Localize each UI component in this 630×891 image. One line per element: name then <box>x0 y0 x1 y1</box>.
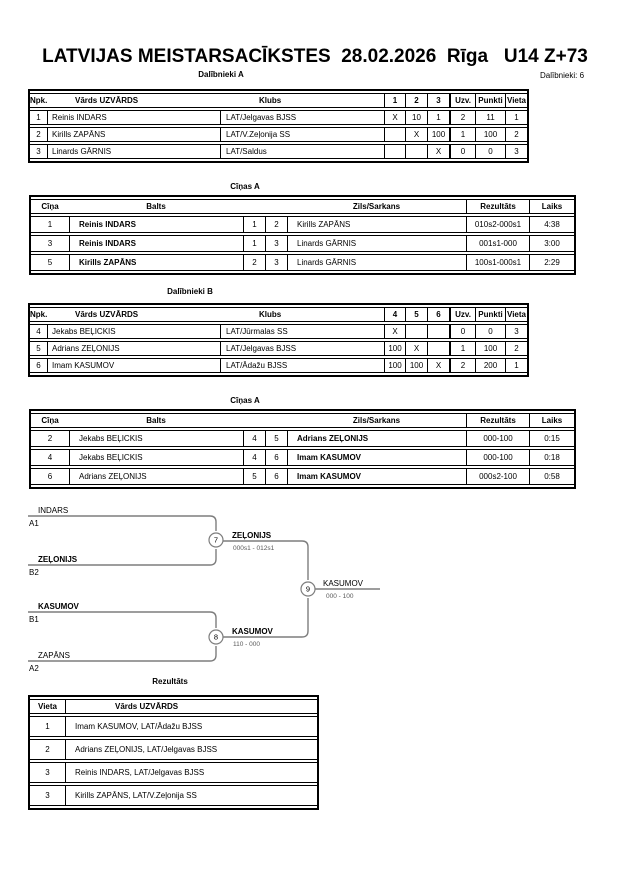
participants-a-table <box>28 89 529 163</box>
table-row <box>31 449 574 466</box>
club-cell: LAT/V.Zeļonija SS <box>220 127 384 142</box>
match-9-number: 9 <box>305 584 311 594</box>
result-cell: 001s1-000 <box>466 235 529 252</box>
col-header-white: Balts <box>69 199 243 214</box>
score-cell: X <box>384 324 405 339</box>
white-name-cell: Adrians ZEĻONIJS <box>69 468 243 485</box>
name-cell: Linards GĀRNIS <box>47 144 220 159</box>
points-cell: 100 <box>475 127 505 142</box>
table-row <box>31 254 574 271</box>
col-header-1: 1 <box>384 93 405 108</box>
table-header-row <box>30 699 317 714</box>
table-row <box>30 785 317 806</box>
bracket-seed-a2: A2 <box>29 664 39 673</box>
score-cell: 100 <box>384 341 405 356</box>
col-header-name: Vārds UZVĀRDS <box>47 93 220 108</box>
white-name-cell: Reinis INDARS <box>69 216 243 233</box>
place-cell: 2 <box>30 739 65 760</box>
col-header-npk: Npk. <box>30 307 47 322</box>
table-row <box>31 430 574 447</box>
bracket-name-a2: ZAPĀNS <box>38 651 71 660</box>
score-cell: X <box>405 341 427 356</box>
place-cell: 3 <box>505 324 527 339</box>
result-cell: 000s2-100 <box>466 468 529 485</box>
bracket-winner-9: KASUMOV <box>323 579 364 588</box>
score-cell: 100 <box>384 358 405 373</box>
col-header-result: Rezultāts <box>466 413 529 428</box>
white-no-cell: 4 <box>243 430 265 447</box>
white-name-cell: Reinis INDARS <box>69 235 243 252</box>
blue-name-cell: Adrians ZEĻONIJS <box>287 430 466 447</box>
place-cell: 1 <box>30 716 65 737</box>
name-cell: Reinis INDARS, LAT/Jelgavas BJSS <box>65 762 317 783</box>
name-cell: Kirills ZAPĀNS, LAT/V.Zeļonija SS <box>65 785 317 806</box>
col-header-result: Rezultāts <box>466 199 529 214</box>
col-header-blue: Zils/Sarkans <box>287 199 466 214</box>
participants-count-label: Dalībnieki: 6 <box>540 71 585 80</box>
bracket-line-semi2-top <box>28 612 216 628</box>
fights-b-table <box>29 409 576 489</box>
points-cell: 0 <box>475 144 505 159</box>
wins-cell: 2 <box>449 358 475 373</box>
col-header-5: 5 <box>405 307 427 322</box>
result-cell: 100s1-000s1 <box>466 254 529 271</box>
table-row <box>31 216 574 233</box>
bracket-name-b2: ZEĻONIJS <box>38 555 78 564</box>
white-no-cell: 2 <box>243 254 265 271</box>
score-cell <box>384 144 405 159</box>
col-header-white: Balts <box>69 413 243 428</box>
place-cell: 3 <box>505 144 527 159</box>
col-header-4: 4 <box>384 307 405 322</box>
club-cell: LAT/Jelgavas BJSS <box>220 110 384 125</box>
place-cell: 2 <box>505 341 527 356</box>
col-header-spacer <box>243 199 265 214</box>
result-cell: 000-100 <box>466 430 529 447</box>
blue-no-cell: 3 <box>265 254 287 271</box>
col-header-time: Laiks <box>529 413 574 428</box>
match-8-number: 8 <box>213 632 219 642</box>
bracket-winner-8: KASUMOV <box>232 627 273 636</box>
bracket-score-7: 000s1 - 012s1 <box>233 545 275 552</box>
section-heading-participants-a: Dalībnieki A <box>198 70 244 79</box>
blue-no-cell: 6 <box>265 468 287 485</box>
result-cell: 000-100 <box>466 449 529 466</box>
club-cell: LAT/Jelgavas BJSS <box>220 341 384 356</box>
bracket-line-semi1-top <box>28 516 216 531</box>
table-row <box>30 324 527 339</box>
time-cell: 0:15 <box>529 430 574 447</box>
col-header-spacer <box>265 413 287 428</box>
score-cell: X <box>427 144 449 159</box>
table-header-row <box>31 413 574 428</box>
score-cell: X <box>427 358 449 373</box>
name-cell: Adrians ZEĻONIJS <box>47 341 220 356</box>
name-cell: Jekabs BEĻICKIS <box>47 324 220 339</box>
name-cell: Imam KASUMOV, LAT/Ādažu BJSS <box>65 716 317 737</box>
col-header-name: Vārds UZVĀRDS <box>47 307 220 322</box>
col-header-6: 6 <box>427 307 449 322</box>
table-row <box>30 716 317 737</box>
wins-cell: 1 <box>449 127 475 142</box>
club-cell: LAT/Saldus <box>220 144 384 159</box>
name-cell: Adrians ZEĻONIJS, LAT/Jelgavas BJSS <box>65 739 317 760</box>
col-header-2: 2 <box>405 93 427 108</box>
table-header-row <box>30 93 527 108</box>
points-cell: 0 <box>475 324 505 339</box>
club-cell: LAT/Jūrmalas SS <box>220 324 384 339</box>
place-cell: 1 <box>505 358 527 373</box>
npk-cell: 4 <box>30 324 47 339</box>
col-header-place: Vieta <box>30 699 65 714</box>
col-header-spacer <box>265 199 287 214</box>
score-cell: X <box>384 110 405 125</box>
fight-no-cell: 5 <box>31 254 69 271</box>
name-cell: Imam KASUMOV <box>47 358 220 373</box>
blue-name-cell: Linards GĀRNIS <box>287 235 466 252</box>
time-cell: 0:58 <box>529 468 574 485</box>
fight-no-cell: 6 <box>31 468 69 485</box>
npk-cell: 6 <box>30 358 47 373</box>
section-heading-results: Rezultāts <box>152 677 188 686</box>
white-name-cell: Jekabs BEĻICKIS <box>69 430 243 447</box>
table-row <box>30 110 527 125</box>
col-header-place: Vieta <box>505 307 527 322</box>
bracket-seed-b2: B2 <box>29 568 39 577</box>
score-cell <box>405 324 427 339</box>
col-header-points: Punkti <box>475 93 505 108</box>
wins-cell: 2 <box>449 110 475 125</box>
result-cell: 010s2-000s1 <box>466 216 529 233</box>
col-header-blue: Zils/Sarkans <box>287 413 466 428</box>
white-no-cell: 1 <box>243 235 265 252</box>
col-header-npk: Npk. <box>30 93 47 108</box>
participants-b-table <box>28 303 529 377</box>
score-cell: 100 <box>405 358 427 373</box>
col-header-wins: Uzv. <box>449 93 475 108</box>
bracket-name-a1: INDARS <box>38 506 69 515</box>
name-cell: Kirills ZAPĀNS <box>47 127 220 142</box>
npk-cell: 3 <box>30 144 47 159</box>
table-header-row <box>31 199 574 214</box>
bracket-seed-b1: B1 <box>29 615 39 624</box>
time-cell: 3:00 <box>529 235 574 252</box>
col-header-points: Punkti <box>475 307 505 322</box>
blue-no-cell: 3 <box>265 235 287 252</box>
npk-cell: 2 <box>30 127 47 142</box>
section-heading-participants-b: Dalībnieki B <box>167 287 213 296</box>
white-no-cell: 4 <box>243 449 265 466</box>
npk-cell: 5 <box>30 341 47 356</box>
score-cell <box>427 341 449 356</box>
bracket-winner-7: ZEĻONIJS <box>232 531 272 540</box>
score-cell <box>427 324 449 339</box>
section-heading-fights-a: Cīņas A <box>230 182 260 191</box>
place-cell: 1 <box>505 110 527 125</box>
results-table <box>28 695 319 810</box>
col-header-time: Laiks <box>529 199 574 214</box>
page-title: LATVIJAS MEISTARSACĪKSTES 28.02.2026 Rīga U14 Z+73 <box>42 46 588 67</box>
club-cell: LAT/Ādažu BJSS <box>220 358 384 373</box>
bracket-diagram <box>0 495 630 680</box>
time-cell: 0:18 <box>529 449 574 466</box>
table-row <box>31 468 574 485</box>
match-7-number: 7 <box>213 535 219 545</box>
wins-cell: 0 <box>449 324 475 339</box>
col-header-wins: Uzv. <box>449 307 475 322</box>
place-cell: 3 <box>30 785 65 806</box>
time-cell: 4:38 <box>529 216 574 233</box>
table-row <box>30 341 527 356</box>
col-header-club: Klubs <box>220 93 384 108</box>
bracket-name-b1: KASUMOV <box>38 602 79 611</box>
white-no-cell: 1 <box>243 216 265 233</box>
points-cell: 11 <box>475 110 505 125</box>
table-row <box>30 127 527 142</box>
place-cell: 2 <box>505 127 527 142</box>
section-heading-fights-b: Cīņas A <box>230 396 260 405</box>
wins-cell: 1 <box>449 341 475 356</box>
white-name-cell: Kirills ZAPĀNS <box>69 254 243 271</box>
fight-no-cell: 2 <box>31 430 69 447</box>
score-cell: X <box>405 127 427 142</box>
name-cell: Reinis INDARS <box>47 110 220 125</box>
npk-cell: 1 <box>30 110 47 125</box>
table-header-row <box>30 307 527 322</box>
bracket-seed-a1: A1 <box>29 519 39 528</box>
wins-cell: 0 <box>449 144 475 159</box>
points-cell: 100 <box>475 341 505 356</box>
col-header-fight: Cīņa <box>31 199 69 214</box>
bracket-score-9: 000 - 100 <box>326 593 354 600</box>
blue-name-cell: Kirills ZAPĀNS <box>287 216 466 233</box>
white-no-cell: 5 <box>243 468 265 485</box>
blue-name-cell: Linards GĀRNIS <box>287 254 466 271</box>
blue-no-cell: 5 <box>265 430 287 447</box>
fight-no-cell: 3 <box>31 235 69 252</box>
col-header-spacer <box>243 413 265 428</box>
bracket-score-8: 110 - 000 <box>233 641 260 648</box>
white-name-cell: Jekabs BEĻICKIS <box>69 449 243 466</box>
table-row <box>30 762 317 783</box>
col-header-name: Vārds UZVĀRDS <box>65 699 317 714</box>
table-row <box>30 739 317 760</box>
col-header-fight: Cīņa <box>31 413 69 428</box>
blue-no-cell: 2 <box>265 216 287 233</box>
score-cell <box>405 144 427 159</box>
blue-no-cell: 6 <box>265 449 287 466</box>
table-row <box>31 235 574 252</box>
fight-no-cell: 1 <box>31 216 69 233</box>
blue-name-cell: Imam KASUMOV <box>287 449 466 466</box>
score-cell: 100 <box>427 127 449 142</box>
table-row <box>30 358 527 373</box>
table-row <box>30 144 527 159</box>
col-header-3: 3 <box>427 93 449 108</box>
points-cell: 200 <box>475 358 505 373</box>
score-cell <box>384 127 405 142</box>
col-header-club: Klubs <box>220 307 384 322</box>
score-cell: 10 <box>405 110 427 125</box>
fights-a-table <box>29 195 576 275</box>
place-cell: 3 <box>30 762 65 783</box>
score-cell: 1 <box>427 110 449 125</box>
time-cell: 2:29 <box>529 254 574 271</box>
blue-name-cell: Imam KASUMOV <box>287 468 466 485</box>
col-header-place: Vieta <box>505 93 527 108</box>
fight-no-cell: 4 <box>31 449 69 466</box>
